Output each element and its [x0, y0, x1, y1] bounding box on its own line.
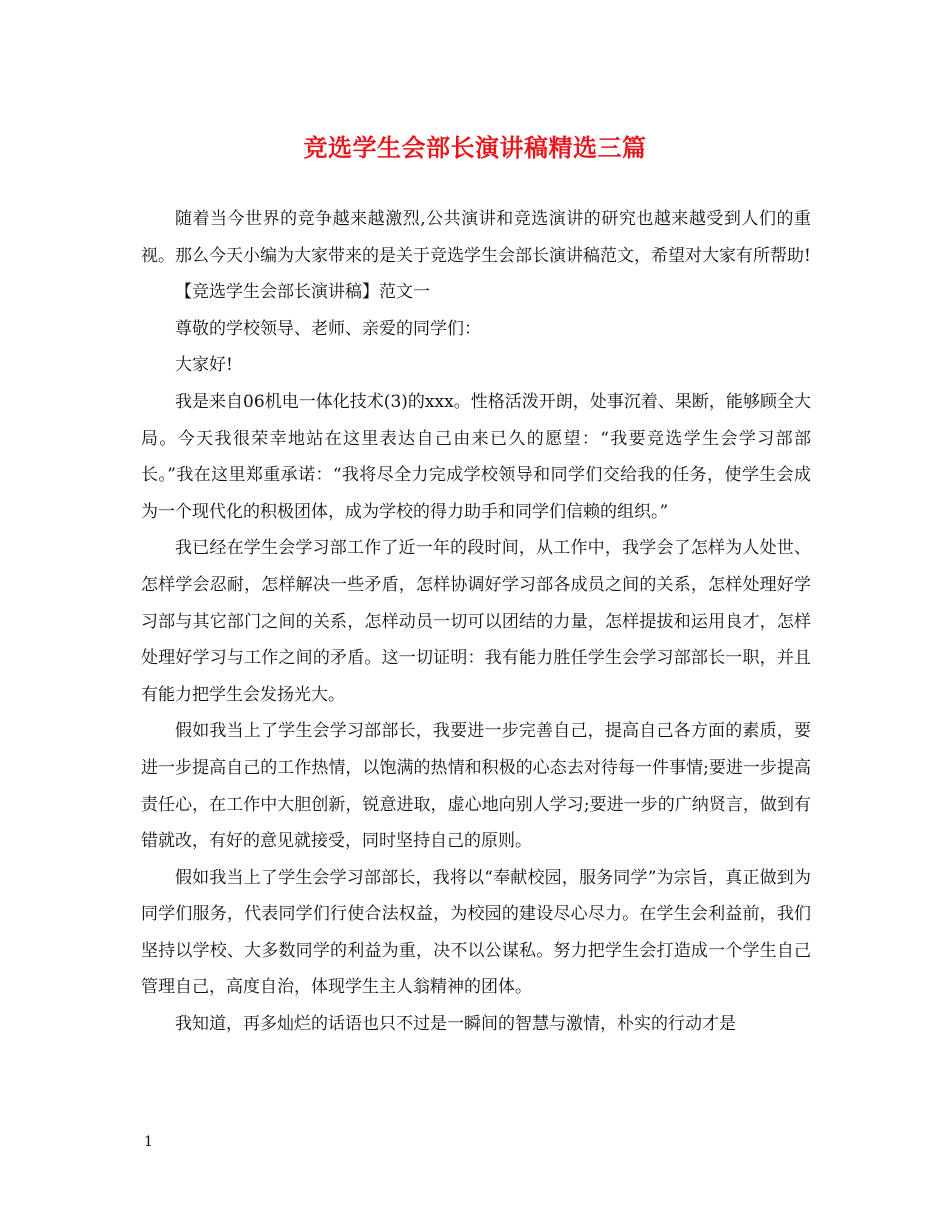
- paragraph-section-heading: 【竞选学生会部长演讲稿】范文一: [175, 282, 430, 303]
- paragraph-plan-two: 假如我当上了学生会学习部部长，我将以“奉献校园，服务同学”为宗旨，真正做到为同学们服务，代表同学们行使合法权益，为校园的建设尽心尽力。在学生会利益前，我们坚持以学校、大多数同学的利益为重，决不以公谋私。努力把学生会打造成一个学生自己管理自己，高度自治，体现学生主人翁精神的团体。: [141, 867, 811, 998]
- paragraph-intro: 随着当今世界的竞争越来越激烈,公共演讲和竞选演讲的研究也越来越受到人们的重视。那么今天小编为大家带来的是关于竞选学生会部长演讲稿范文，希望对大家有所帮助!: [141, 209, 811, 266]
- paragraph-closing: 我知道，再多灿烂的话语也只不过是一瞬间的智慧与激情，朴实的行动才是: [175, 1014, 736, 1035]
- page-number: 1: [144, 1134, 153, 1150]
- paragraph-experience: 我已经在学生会学习部工作了近一年的段时间，从工作中，我学会了怎样为人处世、怎样学会忍耐，怎样解决一些矛盾，怎样协调好学习部各成员之间的关系，怎样处理好学习部与其它部门之间的关系，怎样动员一切可以团结的力量，怎样提拔和运用良才，怎样处理好学习与工作之间的矛盾。这一切证明：我有能力胜任学生会学习部部长一职，并且有能力把学生会发扬光大。: [141, 538, 811, 705]
- paragraph-greeting: 大家好!: [175, 355, 233, 376]
- paragraph-salutation: 尊敬的学校领导、老师、亲爱的同学们：: [175, 318, 481, 339]
- paragraph-self-intro: 我是来自06机电一体化技术(3)的xxx。性格活泼开朗，处事沉着、果断，能够顾全大局。今天我很荣幸地站在这里表达自己由来已久的愿望：“我要竞选学生会学习部部长。”我在这里郑重承诺：“我将尽全力完成学校领导和同学们交给我的任务，使学生会成为一个现代化的积极团体，成为学校的得力助手和同学们信赖的组织。”: [141, 391, 811, 522]
- paragraph-plan-one: 假如我当上了学生会学习部部长，我要进一步完善自己，提高自己各方面的素质，要进一步提高自己的工作热情，以饱满的热情和积极的心态去对待每一件事情;要进一步提高责任心，在工作中大胆创新，锐意进取，虚心地向别人学习;要进一步的广纳贤言，做到有错就改，有好的意见就接受，同时坚持自己的原则。: [141, 721, 811, 852]
- document-body: [141, 201, 811, 1043]
- document-title: 竞选学生会部长演讲稿精选三篇: [303, 133, 647, 162]
